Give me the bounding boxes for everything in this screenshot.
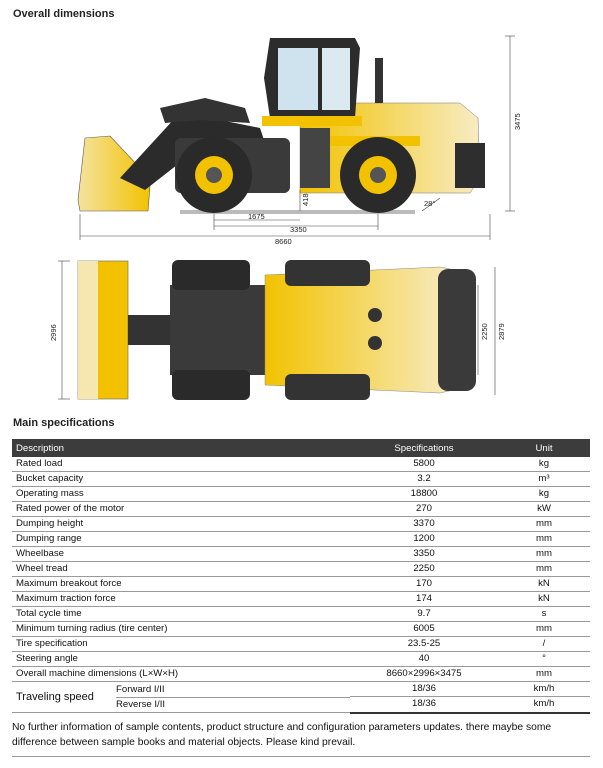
row-unit: mm [498, 547, 590, 562]
row-unit: kW [498, 502, 590, 517]
table-row [12, 622, 590, 637]
top-front-wheel-left [172, 260, 250, 290]
cab-window-rear [322, 48, 350, 110]
table-row [12, 562, 590, 577]
forward-label: Forward I/II [116, 682, 350, 698]
top-vent-a [368, 308, 382, 322]
row-desc: Wheelbase [12, 547, 350, 562]
exhaust-pipe [375, 58, 383, 103]
reverse-unit: km/h [498, 697, 590, 713]
header-description: Description [12, 439, 350, 457]
row-unit: kg [498, 487, 590, 502]
row-desc: Maximum traction force [12, 592, 350, 607]
label-bucket-width: 2996 [49, 324, 58, 341]
reverse-label: Reverse I/II [116, 699, 166, 710]
traveling-speed-label: Traveling speed [16, 691, 94, 703]
top-counterweight [438, 269, 476, 391]
row-value: 5800 [350, 457, 498, 472]
rear-wheel [340, 137, 416, 213]
main-specifications-title: Main specifications [13, 417, 115, 429]
label-wheelbase: 3350 [290, 225, 307, 234]
top-vent-b [368, 336, 382, 350]
side-view-drawing [0, 18, 603, 248]
row-desc: Total cycle time [12, 607, 350, 622]
tilt-lever [160, 98, 250, 123]
row-unit: mm [498, 517, 590, 532]
label-angle: 28° [424, 199, 436, 208]
row-unit: kN [498, 592, 590, 607]
row-unit: m³ [498, 472, 590, 487]
specifications-table [12, 439, 590, 714]
row-desc: Dumping range [12, 532, 350, 547]
row-value: 40 [350, 652, 498, 667]
row-unit: s [498, 607, 590, 622]
table-row-forward [12, 682, 590, 697]
label-height: 3475 [513, 113, 522, 130]
row-unit: mm [498, 667, 590, 682]
label-width: 2879 [497, 323, 506, 340]
label-tread: 2250 [480, 323, 489, 340]
table-row [12, 502, 590, 517]
row-value: 6005 [350, 622, 498, 637]
top-view-drawing [0, 255, 603, 405]
row-value: 170 [350, 577, 498, 592]
row-desc: Tire specification [12, 637, 350, 652]
header-specifications: Specifications [350, 439, 498, 457]
row-value: 23.5-25 [350, 637, 498, 652]
row-value: 174 [350, 592, 498, 607]
top-front-wheel-right [172, 370, 250, 400]
row-unit: / [498, 637, 590, 652]
ladder [300, 128, 330, 188]
forward-unit: km/h [498, 682, 590, 697]
row-value: 1200 [350, 532, 498, 547]
table-row [12, 577, 590, 592]
cab-base [262, 116, 362, 126]
reverse-value: 18/36 [350, 697, 498, 713]
table-row [12, 472, 590, 487]
row-desc: Steering angle [12, 652, 350, 667]
row-unit: kg [498, 457, 590, 472]
row-value: 9.7 [350, 607, 498, 622]
table-header-row [12, 439, 590, 457]
row-unit: mm [498, 532, 590, 547]
row-desc: Rated power of the motor [12, 502, 350, 517]
label-length: 8660 [275, 237, 292, 246]
table-row [12, 517, 590, 532]
table-row [12, 457, 590, 472]
row-value: 18800 [350, 487, 498, 502]
bottom-rule [12, 756, 590, 757]
label-clearance: 418 [301, 193, 310, 206]
row-desc: Maximum breakout force [12, 577, 350, 592]
table-row [12, 532, 590, 547]
row-value: 8660×2996×3475 [350, 667, 498, 682]
table-row [12, 547, 590, 562]
traveling-speed-cell [12, 682, 350, 713]
top-linkage [128, 315, 173, 345]
row-unit: mm [498, 562, 590, 577]
header-unit: Unit [498, 439, 590, 457]
top-rear-wheel-left [285, 260, 370, 286]
table-row [12, 592, 590, 607]
row-value: 3350 [350, 547, 498, 562]
row-desc: Overall machine dimensions (L×W×H) [12, 667, 350, 682]
top-front-frame [170, 285, 265, 375]
table-row [12, 637, 590, 652]
row-value: 3370 [350, 517, 498, 532]
row-desc: Wheel tread [12, 562, 350, 577]
row-desc: Operating mass [12, 487, 350, 502]
row-desc: Dumping height [12, 517, 350, 532]
row-value: 3.2 [350, 472, 498, 487]
row-desc: Rated load [12, 457, 350, 472]
row-desc: Minimum turning radius (tire center) [12, 622, 350, 637]
front-wheel [176, 137, 252, 213]
row-desc: Bucket capacity [12, 472, 350, 487]
disclaimer-text: No further information of sample contents, product structure and configuration parameters updates. there maybe some difference between sample books and material objects. Please kind prevail. [12, 722, 552, 748]
top-rear-wheel-right [285, 374, 370, 400]
table-row [12, 607, 590, 622]
label-front-overhang: 1675 [248, 212, 265, 221]
row-unit: ° [498, 652, 590, 667]
cab-window-front [278, 48, 318, 110]
counterweight [455, 143, 485, 188]
overall-dimensions-title: Overall dimensions [13, 8, 115, 20]
row-value: 2250 [350, 562, 498, 577]
forward-value: 18/36 [350, 682, 498, 697]
row-unit: kN [498, 577, 590, 592]
table-row [12, 652, 590, 667]
table-row [12, 667, 590, 682]
row-unit: mm [498, 622, 590, 637]
row-value: 270 [350, 502, 498, 517]
top-bucket-edge [78, 261, 98, 399]
table-row [12, 487, 590, 502]
